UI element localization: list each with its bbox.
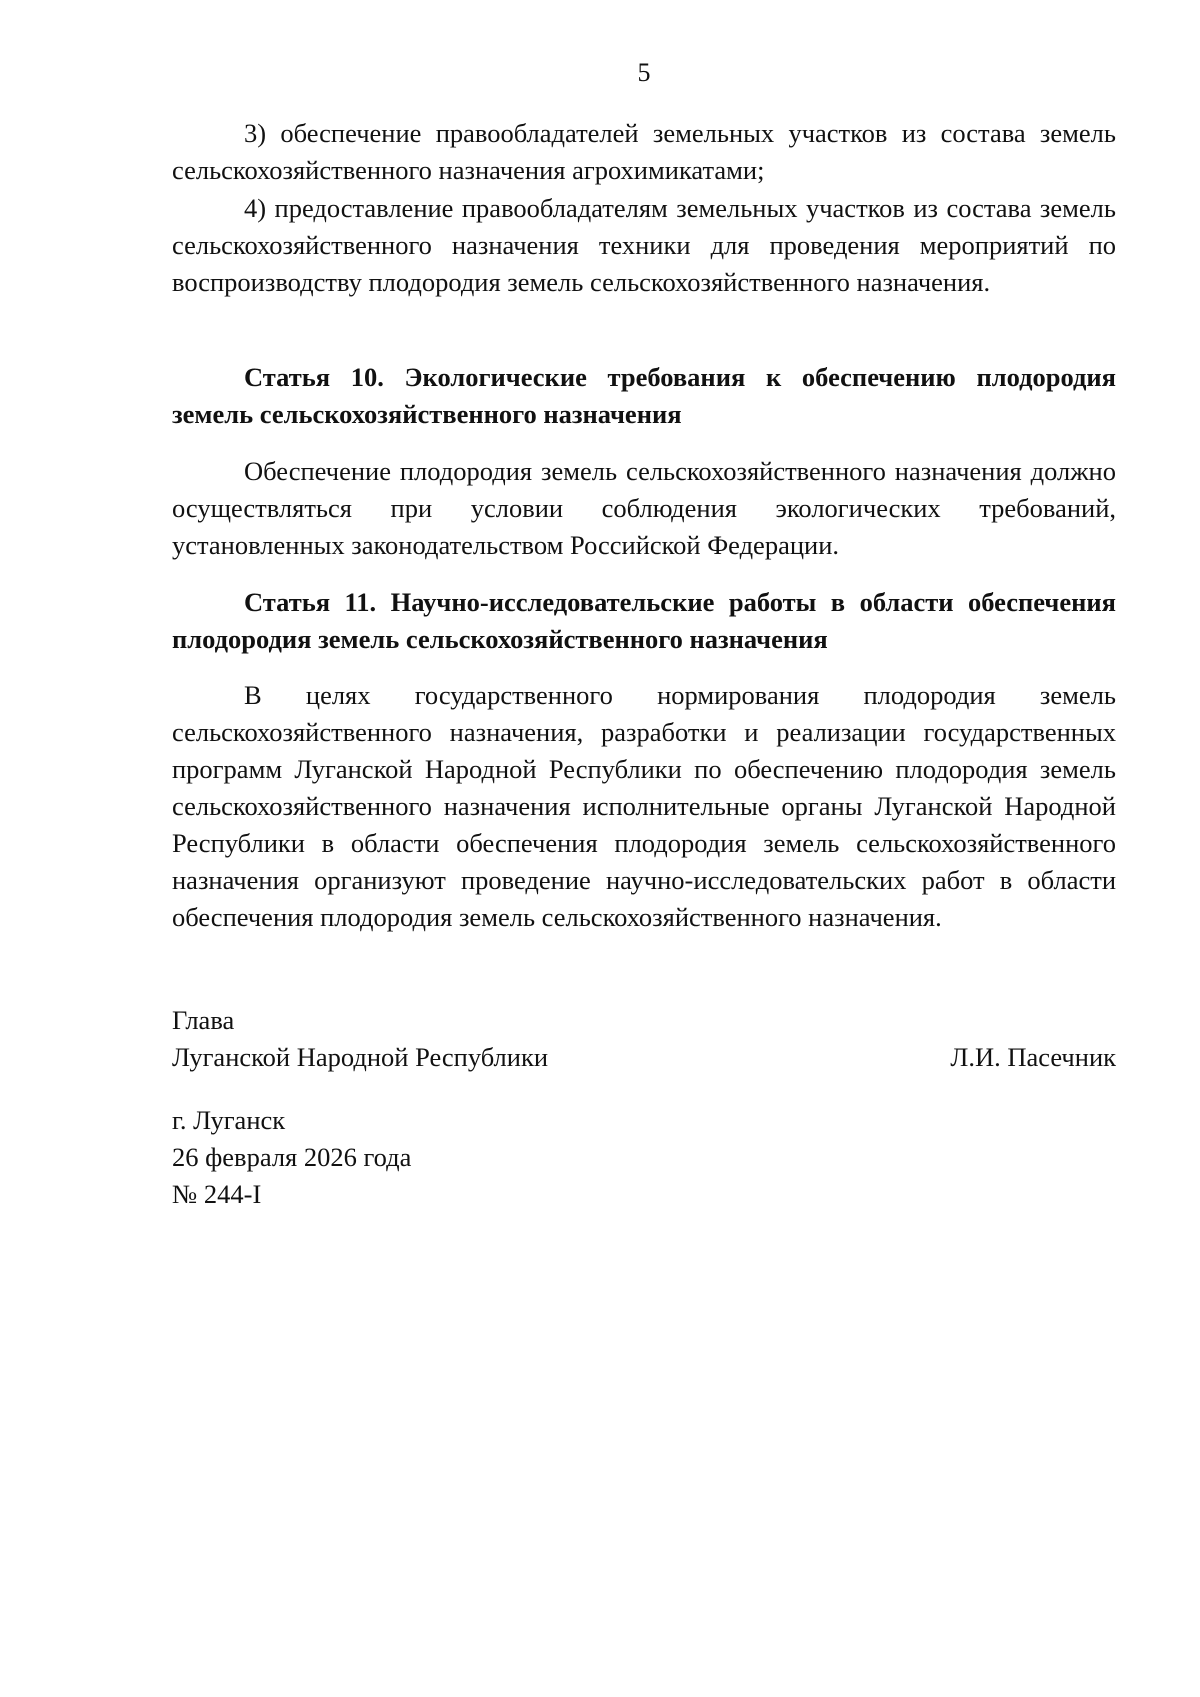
signatory-title-line1: Глава: [172, 1005, 235, 1035]
footer-date: 26 февраля 2026 года: [172, 1142, 412, 1172]
article-11-heading: Статья 11. Научно-исследовательские работы в области обеспечения плодородия земель сельскохозяйственного назначения: [172, 587, 1116, 654]
article-11-text: В целях государственного нормирования плодородия земель сельскохозяйственного назначения, разработки и реализации государственных программ Луганской Народной Республики по обеспечению плодородия земель сельскохозяйственного назначения исполнительные органы Луганской Народной Республики в области обеспечения плодородия земель сельскохозяйственного назначения организуют проведение научно-исследовательских работ в области обеспечения плодородия земель сельскохозяйственного назначения.: [172, 680, 1116, 932]
list-item-4: 4) предоставление правообладателям земельных участков из состава земель сельскохозяйственного назначения техники для проведения мероприятий по воспроизводству плодородия земель сельскохозяйственного назначения.: [172, 193, 1116, 297]
list-item-3: 3) обеспечение правообладателей земельных участков из состава земель сельскохозяйственного назначения агрохимикатами;: [172, 118, 1116, 185]
article-10-heading: Статья 10. Экологические требования к обеспечению плодородия земель сельскохозяйственного назначения: [172, 362, 1116, 429]
footer-number: № 244-I: [172, 1179, 262, 1209]
page-number: 5: [637, 58, 651, 87]
signatory-name: Л.И. Пасечник: [950, 1042, 1116, 1072]
footer-city: г. Луганск: [172, 1105, 286, 1135]
signatory-title-line2: Луганской Народной Республики: [172, 1042, 549, 1072]
signature-block: [172, 1002, 1116, 1076]
document-footer: [172, 1102, 1116, 1213]
article-10-text: Обеспечение плодородия земель сельскохозяйственного назначения должно осуществляться при условии соблюдения экологических требований, установленных законодательством Российской Федерации.: [172, 456, 1116, 560]
